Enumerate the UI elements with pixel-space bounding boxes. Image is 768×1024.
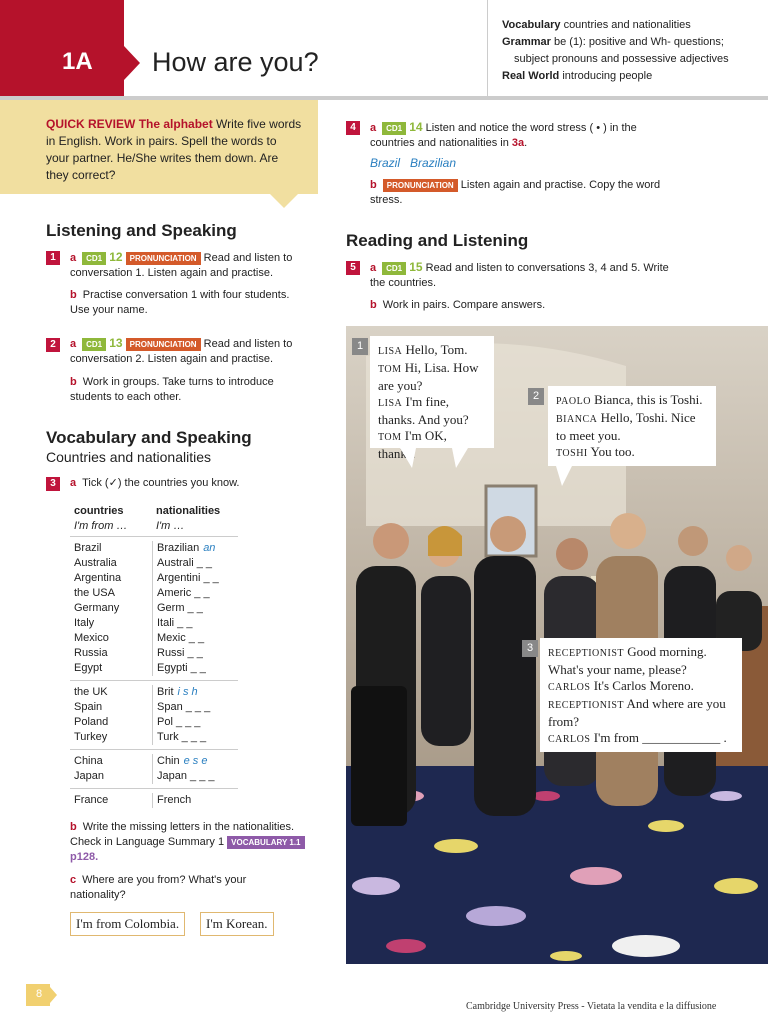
country-cell: the UK	[74, 686, 108, 698]
exercise-number: 2	[46, 338, 60, 352]
nationality-cell	[152, 700, 210, 715]
exercise-text: Read and listen to conversations 3, 4 and 5. Write the countries.	[370, 262, 669, 289]
table-row	[70, 661, 238, 676]
country-cell: Mexico	[74, 632, 109, 644]
nationality-text: Span _ _ _	[157, 701, 211, 713]
exercise-letter: a	[70, 338, 77, 350]
country-cell: Italy	[74, 617, 95, 629]
exercise-text: Write the missing letters in the nationalities. Check in Language Summary 1	[70, 821, 295, 848]
track-number: 15	[409, 260, 423, 274]
table-row	[70, 541, 238, 556]
quick-review-text	[46, 116, 302, 184]
exercise-text: Listen and notice the word stress ( • ) in the countries and nationalities in	[370, 122, 637, 149]
stress-example: Brazil Brazilian	[370, 156, 457, 170]
dialogue-line: I'm fine, thanks. And you?	[378, 394, 469, 427]
table-row	[70, 556, 238, 571]
vocabulary-tag: VOCABULARY 1.1	[227, 836, 304, 849]
exercise-text: Read and listen to conversation 1. Listen again and practise.	[70, 252, 293, 279]
exercise-number: 3	[46, 477, 60, 491]
nationality-text: Japan _ _ _	[157, 770, 215, 782]
publisher-credit: Cambridge University Press - Vietata la vendita e la diffusione	[466, 1001, 717, 1012]
table-group	[70, 537, 238, 681]
country-cell: Germany	[74, 602, 120, 614]
exercise-letter: b	[370, 299, 377, 311]
speaker-name: LISA	[378, 346, 403, 357]
country-cell: Spain	[74, 701, 103, 713]
exercise-1b	[70, 288, 310, 318]
nationality-text: Australi _ _	[157, 557, 213, 569]
exercise-letter: c	[70, 874, 77, 886]
exercise-5b	[370, 298, 545, 313]
pronunciation-tag: PRONUNCIATION	[383, 179, 458, 192]
answer-letters: e s e	[183, 755, 208, 767]
column-header: countries	[74, 505, 124, 517]
country-cell: Brazil	[74, 542, 102, 554]
nationality-cell	[152, 616, 192, 631]
unit-contents	[502, 17, 762, 85]
speaker-name: CARLOS	[548, 734, 591, 745]
quick-review-label: QUICK REVIEW	[46, 117, 136, 131]
country-cell: France	[74, 794, 109, 806]
nationality-cell	[152, 754, 207, 769]
section-heading-reading: Reading and Listening	[346, 231, 529, 250]
nationality-text: Argentini _ _	[157, 572, 219, 584]
exercise-letter: b	[70, 289, 77, 301]
track-number: 14	[409, 120, 423, 134]
table-body	[70, 537, 238, 812]
unit-banner-arrow	[124, 46, 140, 80]
nationality-text: French	[157, 794, 192, 806]
meta-text: introducing people	[562, 70, 653, 82]
country-cell: Japan	[74, 770, 104, 782]
exercise-5a	[370, 260, 680, 291]
nationalities-table	[70, 504, 238, 812]
vocabulary-page-link[interactable]: p128.	[70, 851, 99, 863]
dialogue-line: I'm from ____________ .	[593, 730, 727, 745]
conversation-number: 1	[352, 338, 368, 355]
conversation-2-bubble	[548, 386, 716, 466]
nationality-cell	[152, 646, 203, 661]
nationality-text: Russi _ _	[157, 647, 203, 659]
exercise-number: 1	[46, 251, 60, 265]
table-row	[70, 754, 238, 769]
nationality-text: Turk _ _ _	[157, 731, 207, 743]
nationality-text: Brit	[157, 686, 174, 698]
nationality-text: Egypti _ _	[157, 662, 206, 674]
country-cell: Egypt	[74, 662, 103, 674]
meta-label: Grammar	[502, 36, 551, 48]
nationality-cell	[152, 793, 191, 808]
exercise-letter: a	[370, 262, 377, 274]
exercise-text: Listen again and practise. Copy the word stress.	[370, 179, 661, 206]
exercise-text: Work in groups. Take turns to introduce students to each other.	[70, 376, 274, 403]
exercise-4b	[370, 178, 670, 208]
nationality-cell	[152, 541, 215, 556]
exercise-3a	[70, 476, 240, 491]
exercise-text: Read and listen to conversation 2. Listen again and practise.	[70, 338, 293, 365]
exercise-text: Tick (✓) the countries you know.	[82, 477, 240, 489]
exercise-letter: b	[70, 821, 77, 833]
bubble-tail	[400, 448, 416, 468]
table-row	[70, 631, 238, 646]
exercise-text: .	[524, 137, 528, 149]
dialogue-line: Good morning. What's your name, please?	[548, 644, 707, 677]
country-cell: Australia	[74, 557, 117, 569]
exercise-number: 4	[346, 121, 360, 135]
section-heading-listening: Listening and Speaking	[46, 221, 237, 240]
country-cell: Turkey	[74, 731, 108, 743]
speaker-name: CARLOS	[548, 682, 591, 693]
exercise-1a	[70, 250, 320, 281]
exercise-letter: a	[70, 477, 77, 489]
exercise-text: Practise conversation 1 with four students. Use your name.	[70, 289, 290, 316]
cd-tag: CD1	[82, 338, 106, 351]
table-row	[70, 715, 238, 730]
nationality-text: Brazilian	[157, 542, 200, 554]
section-heading-vocabulary: Vocabulary and Speaking	[46, 428, 252, 447]
country-cell: the USA	[74, 587, 115, 599]
meta-text: countries and nationalities	[563, 19, 691, 31]
speaker-name: RECEPTIONIST	[548, 700, 624, 711]
dialogue-line: You too.	[590, 444, 635, 459]
table-row	[70, 616, 238, 631]
page-number: 8	[36, 988, 43, 1000]
column-subheader: I'm …	[156, 520, 185, 532]
cd-tag: CD1	[82, 252, 106, 265]
exercise-4a	[370, 120, 670, 151]
nationality-cell	[152, 661, 206, 676]
section-subheading: Countries and nationalities	[46, 449, 211, 465]
track-number: 13	[109, 336, 123, 350]
quick-review-instructions: Write five words in English. Work in pairs. Spell the words to your partner. He/She writes them down. Are they correct?	[46, 117, 302, 182]
table-row	[70, 685, 238, 700]
nationality-cell	[152, 556, 212, 571]
speaker-name: BIANCA	[556, 414, 598, 425]
meta-label: Vocabulary	[502, 19, 561, 31]
nationality-text: Itali _ _	[157, 617, 193, 629]
bubble-tail	[452, 448, 468, 468]
nationality-text: Americ _ _	[157, 587, 210, 599]
table-row	[70, 646, 238, 661]
exercise-text: Work in pairs. Compare answers.	[382, 299, 546, 311]
dialogue-line: Hello, Toshi. Nice to meet you.	[556, 410, 696, 443]
nationality-cell	[152, 631, 204, 646]
exercise-letter: a	[370, 122, 377, 134]
nationality-cell	[152, 571, 219, 586]
conversation-3-bubble	[540, 638, 742, 752]
nationality-cell	[152, 715, 200, 730]
table-row	[70, 601, 238, 616]
conversation-number: 3	[522, 640, 538, 657]
nationality-cell	[152, 685, 198, 700]
speaker-name: TOM	[378, 432, 402, 443]
speaker-name: RECEPTIONIST	[548, 648, 624, 659]
dialogue-line: And where are you from?	[548, 696, 726, 729]
cd-tag: CD1	[382, 122, 406, 135]
page-title: How are you?	[152, 47, 319, 77]
table-row	[70, 769, 238, 784]
exercise-letter: b	[70, 376, 77, 388]
conversation-number: 2	[528, 388, 544, 405]
pronunciation-tag: PRONUNCIATION	[126, 252, 201, 265]
dialogue-line: Hi, Lisa. How are you?	[378, 360, 479, 393]
nationality-cell	[152, 730, 206, 745]
nationality-cell	[152, 586, 210, 601]
exercise-letter: a	[70, 252, 77, 264]
nationality-cell	[152, 601, 203, 616]
nationality-text: Pol _ _ _	[157, 716, 201, 728]
header-divider	[487, 0, 488, 96]
dialogue-line: It's Carlos Moreno.	[593, 678, 694, 693]
exercise-2a	[70, 336, 320, 367]
table-row	[70, 586, 238, 601]
speaker-name: TOSHI	[556, 448, 588, 459]
column-header: nationalities	[156, 505, 221, 517]
country-cell: Poland	[74, 716, 109, 728]
country-cell: Argentina	[74, 572, 122, 584]
table-row	[70, 700, 238, 715]
country-cell: Russia	[74, 647, 108, 659]
nationality-text: Germ _ _	[157, 602, 203, 614]
pronunciation-tag: PRONUNCIATION	[126, 338, 201, 351]
table-group	[70, 789, 238, 812]
page-number-arrow	[50, 987, 57, 1003]
table-row	[70, 730, 238, 745]
dialogue-line: I'm OK, thanks.	[378, 428, 447, 461]
meta-label: Real World	[502, 70, 560, 82]
speaker-name: TOM	[378, 364, 402, 375]
exercise-text: Where are you from? What's your nationality?	[70, 874, 247, 901]
meta-text: subject pronouns and possessive adjectives	[514, 53, 729, 65]
exercise-number: 5	[346, 261, 360, 275]
dialogue-line: Hello, Tom.	[405, 342, 468, 357]
conversation-1-bubble	[370, 336, 494, 461]
column-subheader: I'm from …	[74, 520, 128, 532]
speaker-name: PAOLO	[556, 396, 591, 407]
table-group	[70, 750, 238, 789]
exercise-3c	[70, 873, 300, 903]
exercise-reference: 3a	[511, 137, 525, 149]
exercise-letter: b	[370, 179, 377, 191]
nationality-text: Mexic _ _	[157, 632, 205, 644]
track-number: 12	[109, 250, 123, 264]
unit-number: 1A	[62, 48, 93, 75]
table-row	[70, 571, 238, 586]
nationality-cell	[152, 769, 215, 784]
answer-letters: i s h	[177, 686, 198, 698]
bubble-tail	[556, 466, 572, 486]
speech-bubble-colombia: I'm from Colombia.	[70, 912, 185, 936]
cd-tag: CD1	[382, 262, 406, 275]
table-header	[70, 504, 238, 534]
quick-review-tail	[270, 194, 298, 208]
meta-text: be (1): positive and Wh- questions;	[553, 36, 724, 48]
exercise-2b	[70, 375, 310, 405]
speaker-name: LISA	[378, 398, 403, 409]
table-group	[70, 681, 238, 750]
answer-letters: an	[203, 542, 216, 554]
speech-bubble-korean: I'm Korean.	[200, 912, 274, 936]
dialogue-line: Bianca, this is Toshi.	[594, 392, 703, 407]
quick-review-topic: The alphabet	[138, 117, 213, 131]
table-row	[70, 793, 238, 808]
nationality-text: Chin	[157, 755, 180, 767]
exercise-3b	[70, 820, 320, 865]
country-cell: China	[74, 755, 103, 767]
